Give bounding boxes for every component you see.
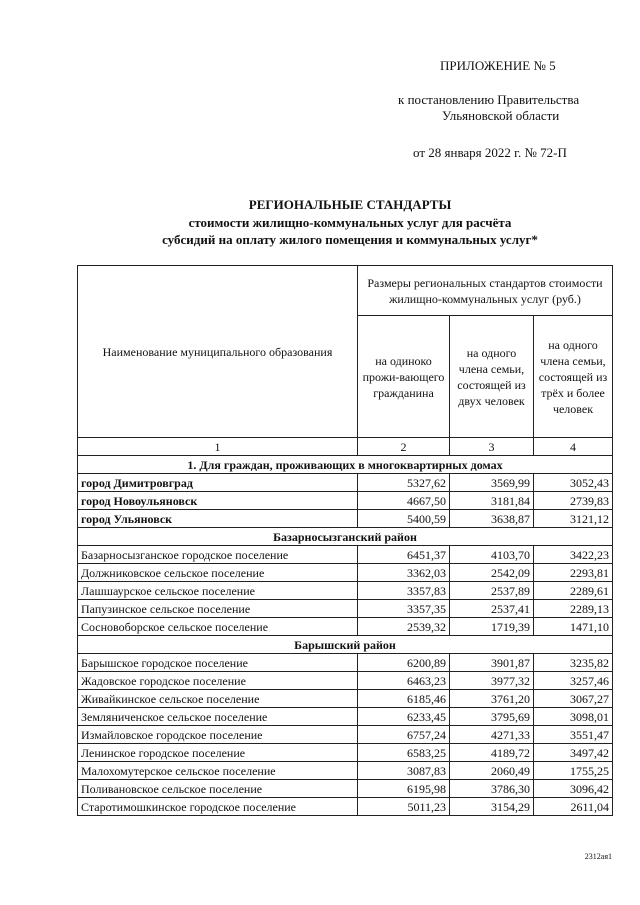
municipality-name: Старотимошкинское городское поселение [78,798,358,816]
column-number: 3 [450,438,534,456]
value-three-plus: 2293,81 [534,564,613,582]
value-single: 3357,35 [358,600,450,618]
municipality-name: Лашшаурское сельское поселение [78,582,358,600]
value-single: 2539,32 [358,618,450,636]
municipality-name: Папузинское сельское поселение [78,600,358,618]
table-row [78,600,613,618]
value-single: 5400,59 [358,510,450,528]
value-two-person: 2537,41 [450,600,534,618]
column-header-two-person: на одного члена семьи, состоящей из двух человек [450,316,534,438]
municipality-name: Барышское городское поселение [78,654,358,672]
value-single: 3362,03 [358,564,450,582]
value-single: 6195,98 [358,780,450,798]
value-three-plus: 3121,12 [534,510,613,528]
section-heading: 1. Для граждан, проживающих в многоквартирных домах [78,456,613,474]
resolution-reference: к постановлению Правительства [398,92,580,107]
value-two-person: 3761,20 [450,690,534,708]
value-two-person: 3181,84 [450,492,534,510]
value-three-plus: 1755,25 [534,762,613,780]
value-two-person: 3638,87 [450,510,534,528]
value-three-plus: 2611,04 [534,798,613,816]
value-two-person: 3569,99 [450,474,534,492]
column-header-name: Наименование муниципального образования [78,266,358,438]
appendix-number: ПРИЛОЖЕНИЕ № 5 [440,58,556,73]
table-row [78,546,613,564]
table-row [78,672,613,690]
municipality-name: Измайловское городское поселение [78,726,358,744]
value-two-person: 2060,49 [450,762,534,780]
value-two-person: 3901,87 [450,654,534,672]
standards-table [77,265,613,816]
value-two-person: 4189,72 [450,744,534,762]
table-row [78,726,613,744]
municipality-name: город Новоульяновск [78,492,358,510]
value-three-plus: 3096,42 [534,780,613,798]
value-two-person: 3977,32 [450,672,534,690]
table-row [78,690,613,708]
document-subtitle-line1: стоимости жилищно-коммунальных услуг для расчёта [188,215,512,230]
value-single: 6757,24 [358,726,450,744]
value-single: 6185,46 [358,690,450,708]
municipality-name: Поливановское сельское поселение [78,780,358,798]
document-subtitle-line2: субсидий на оплату жилого помещения и коммунальных услуг* [162,232,538,247]
value-three-plus: 3257,46 [534,672,613,690]
value-two-person: 2537,89 [450,582,534,600]
value-three-plus: 3422,23 [534,546,613,564]
value-three-plus: 1471,10 [534,618,613,636]
document-title: РЕГИОНАЛЬНЫЕ СТАНДАРТЫ [248,197,452,212]
table-row [78,708,613,726]
value-single: 3087,83 [358,762,450,780]
value-three-plus: 2289,61 [534,582,613,600]
document-code: 2312ая1 [584,852,612,861]
municipality-name: Живайкинское сельское поселение [78,690,358,708]
value-two-person: 3154,29 [450,798,534,816]
municipality-name: Ленинское городское поселение [78,744,358,762]
value-three-plus: 2739,83 [534,492,613,510]
column-header-single: на одиноко прожи-вающего гражданина [358,316,450,438]
value-two-person: 4271,33 [450,726,534,744]
table-row [78,474,613,492]
table-row [78,582,613,600]
table-row [78,798,613,816]
municipality-name: Земляниченское сельское поселение [78,708,358,726]
value-single: 5011,23 [358,798,450,816]
municipality-name: Базарносызганское городское поселение [78,546,358,564]
value-two-person: 1719,39 [450,618,534,636]
value-single: 6233,45 [358,708,450,726]
column-number: 1 [78,438,358,456]
municipality-name: город Ульяновск [78,510,358,528]
value-single: 6451,37 [358,546,450,564]
value-single: 4667,50 [358,492,450,510]
value-single: 6583,25 [358,744,450,762]
value-three-plus: 3497,42 [534,744,613,762]
table-row [78,762,613,780]
value-three-plus: 3551,47 [534,726,613,744]
resolution-date: от 28 января 2022 г. № 72-П [413,145,567,160]
region-name: Ульяновской области [442,108,560,123]
value-two-person: 3795,69 [450,708,534,726]
column-header-three-plus: на одного члена семьи, состоящей из трёх и более человек [534,316,613,438]
value-single: 6463,23 [358,672,450,690]
table-row [78,492,613,510]
value-single: 3357,83 [358,582,450,600]
value-two-person: 4103,70 [450,546,534,564]
value-three-plus: 2289,13 [534,600,613,618]
column-number: 4 [534,438,613,456]
column-header-sizes: Размеры региональных стандартов стоимости жилищно-коммунальных услуг (руб.) [358,266,613,316]
table-row [78,744,613,762]
value-three-plus: 3098,01 [534,708,613,726]
value-three-plus: 3067,27 [534,690,613,708]
value-two-person: 2542,09 [450,564,534,582]
value-single: 6200,89 [358,654,450,672]
municipality-name: город Димитровград [78,474,358,492]
municipality-name: Жадовское городское поселение [78,672,358,690]
district-heading: Базарносызганский район [78,528,613,546]
table-row [78,780,613,798]
municipality-name: Малохомутерское сельское поселение [78,762,358,780]
column-number: 2 [358,438,450,456]
value-three-plus: 3052,43 [534,474,613,492]
municipality-name: Должниковское сельское поселение [78,564,358,582]
table-row [78,564,613,582]
municipality-name: Сосновоборское сельское поселение [78,618,358,636]
value-two-person: 3786,30 [450,780,534,798]
district-heading: Барышский район [78,636,613,654]
table-row [78,618,613,636]
table-row [78,510,613,528]
table-row [78,654,613,672]
value-single: 5327,62 [358,474,450,492]
value-three-plus: 3235,82 [534,654,613,672]
